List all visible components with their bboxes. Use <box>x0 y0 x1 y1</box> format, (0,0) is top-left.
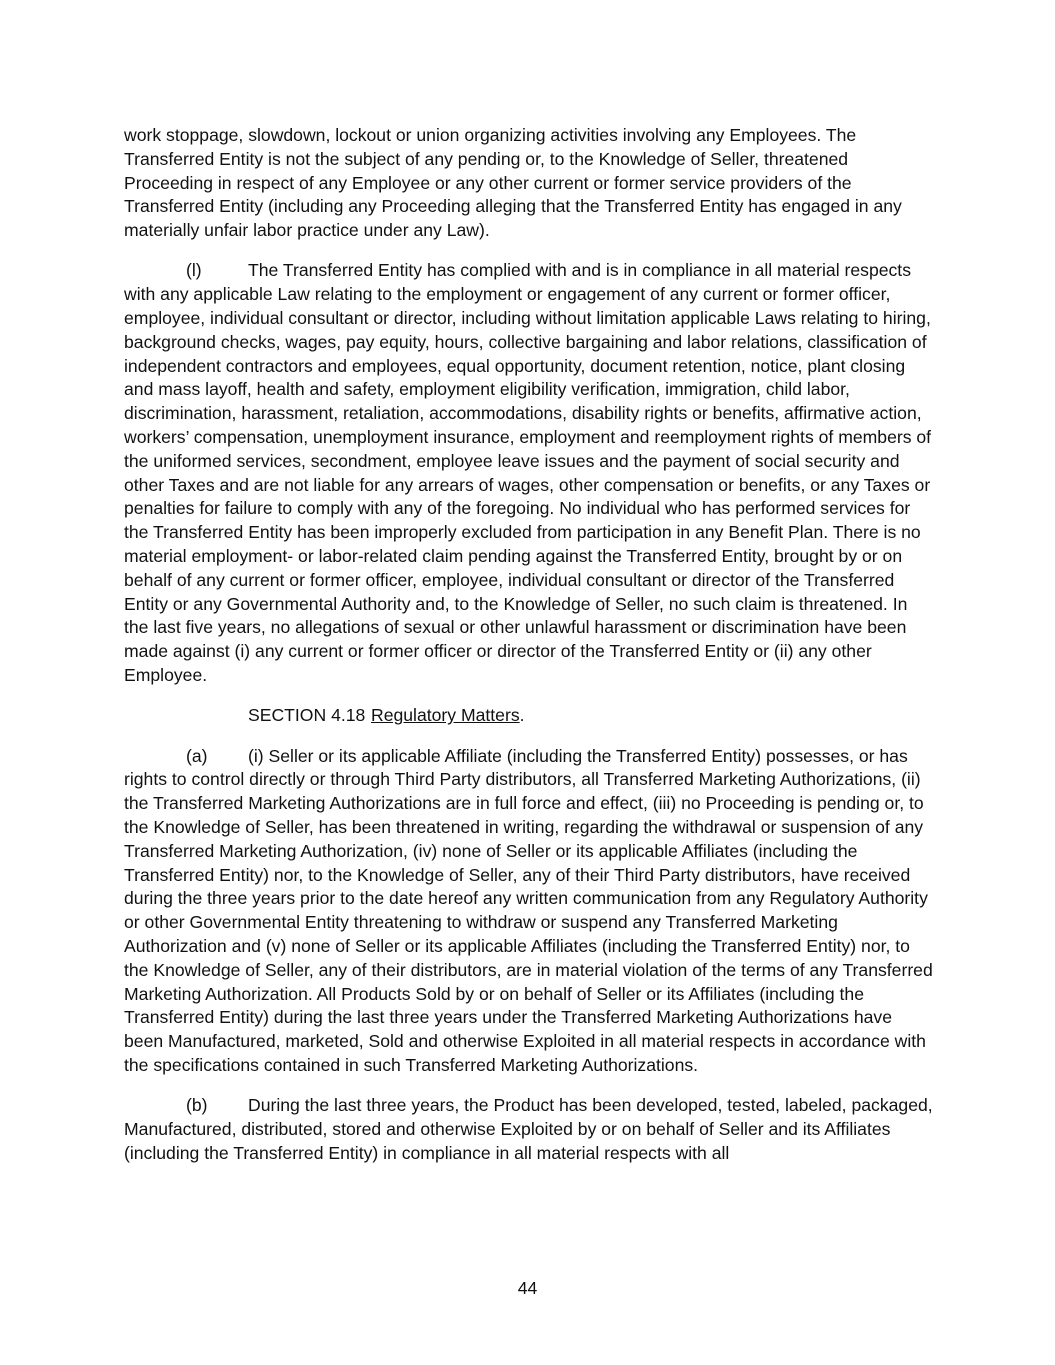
paragraph-l-compliance <box>124 259 934 687</box>
paragraph-a-marketing-authorizations <box>124 745 934 1078</box>
section-title: Regulatory Matters <box>371 705 520 726</box>
page-number: 44 <box>517 1278 538 1298</box>
paragraph-labor-proceedings <box>124 124 934 243</box>
section-number: SECTION 4.18 <box>248 705 366 726</box>
paragraph-label: (b) <box>186 1095 208 1116</box>
paragraph-text: (i) Seller or its applicable Affiliate (including the Transferred Entity) possesses, or has rights to control directly or through Third Party distributors, all Transferred Marketing Authorizations, (ii) the Transferred Marketing Authorizations are in full force and effect, (iii) no Proceeding is pending or, to the Knowledge of Seller, has been threatened in writing, regarding the withdrawal or suspension of any Transferred Marketing Authorization, (iv) none of Seller or its applicable Affiliates (including the Transferred Entity) nor, to the Knowledge of Seller, any of their Third Party distributors, have received during the three years prior to the date hereof any written communication from any Regulatory Authority or other Governmental Entity threatening to withdraw or suspend any Transferred Marketing Authorization and (v) none of Seller or its applicable Affiliates (including the Transferred Entity) nor, to the Knowledge of Seller, any of their distributors, are in material violation of the terms of any Transferred Marketing Authorization. All Products Sold by or on behalf of Seller or its Affiliates (including the Transferred Entity) during the last three years under the Transferred Marketing Authorizations have been Manufactured, marketed, Sold and otherwise Exploited in all material respects in accordance with the specifications contained in such Transferred Marketing Authorizations. <box>124 745 933 1075</box>
paragraph-text: The Transferred Entity has complied with and is in compliance in all material respects with any applicable Law relating to the employment or engagement of any current or former officer, employee, individual consultant or director, including without limitation applicable Laws relating to hiring, background checks, wages, pay equity, hours, collective bargaining and labor relations, classification of independent contractors and employees, equal opportunity, document retention, notice, plant closing and mass layoff, health and safety, employment eligibility verification, immigration, child labor, discrimination, harassment, retaliation, accommodations, disability rights or benefits, affirmative action, workers’ compensation, unemployment insurance, employment and reemployment rights of members of the uniformed services, secondment, employee leave issues and the payment of social security and other Taxes and are not liable for any arrears of wages, other compensation or benefits, or any Taxes or penalties for failure to comply with any of the foregoing. No individual who has performed services for the Transferred Entity has been improperly excluded from participation in any Benefit Plan. There is no material employment- or labor-related claim pending against the Transferred Entity, brought by or on behalf of any current or former officer, employee, individual consultant or director of the Transferred Entity or any Governmental Authority and, to the Knowledge of Seller, no such claim is threatened. In the last five years, no allegations of sexual or other unlawful harassment or discrimination have been made against (i) any current or former officer or director of the Transferred Entity or (ii) any other Employee. <box>124 260 932 686</box>
paragraph-label: (l) <box>186 260 202 281</box>
paragraph-label: (a) <box>186 745 208 766</box>
paragraph-b-product-compliance <box>124 1094 934 1165</box>
document-page <box>124 124 934 1182</box>
section-title-period: . <box>519 705 525 726</box>
paragraph-text: work stoppage, slowdown, lockout or union organizing activities involving any Employees. The Transferred Entity is not the subject of any pending or, to the Knowledge of Seller, threatened Proceeding in respect of any Employee or any other current or former service providers of the Transferred Entity (including any Proceeding alleging that the Transferred Entity has engaged in any materially unfair labor practice under any Law). <box>124 125 902 241</box>
paragraph-text: During the last three years, the Product has been developed, tested, labeled, packaged, Manufactured, distributed, stored and otherwise Exploited by or on behalf of Seller and its Affiliates (including the Transferred Entity) in compliance in all material respects with all <box>124 1095 933 1163</box>
section-heading <box>124 704 934 728</box>
